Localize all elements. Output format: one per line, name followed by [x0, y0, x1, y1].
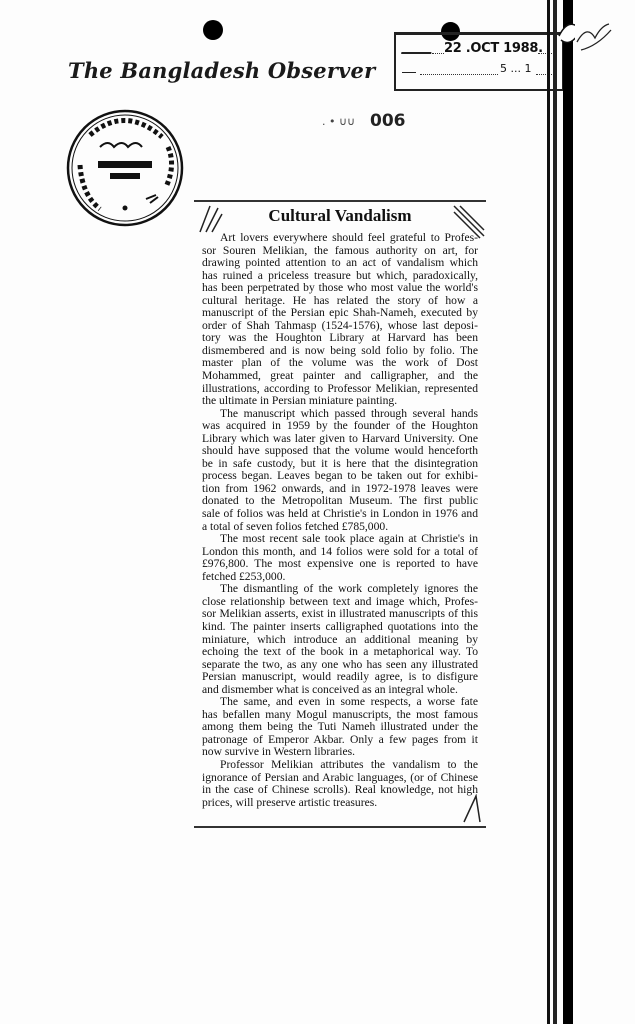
article-line: master plan of the volume was the work of Dost [202, 357, 478, 370]
newspaper-masthead: The Bangladesh Observer [68, 58, 376, 83]
article-line: drawing pointed attention to an act of vandalism which [202, 257, 478, 270]
article-line: a total of seven folios fetched £785,000. [202, 520, 389, 533]
scan-noise: . • ∪∪ [322, 115, 356, 128]
binder-edge [545, 0, 575, 1024]
article-line: patronage of Emperor Akbar. Only a few pages from it [202, 733, 478, 746]
article-line: donated to the Metropolitan Museum. The first public [202, 495, 478, 508]
article-title: Cultural Vandalism [268, 206, 412, 225]
article-line: manuscript of the Persian epic Shah-Nameh, executed by [202, 307, 478, 320]
article-line: was acquired in 1959 by the founder of the Houghton [202, 420, 478, 433]
article-line: The same, and even in some respects, a worse fate [220, 696, 478, 709]
article-line: cultural heritage. He has related the story of how a [202, 294, 478, 307]
signature-mark [575, 20, 615, 60]
article-line: in the case of Chinese scrolls). Real knowledge, not high [202, 784, 478, 797]
article-line: now survive in Western libraries. [202, 746, 356, 759]
article-line: ignorance of Persian and Arabic languages, (or of Chinese [202, 771, 478, 784]
stamp-page: 5 ... 1 [500, 62, 532, 75]
page-label-squiggle [402, 66, 416, 73]
article-line: miniature, which introduce an additional meaning by [202, 633, 478, 646]
article-line: kind. The painter inserts calligraphed quotations into the [202, 620, 478, 633]
article-line: sor Souren Melikian, the famous authority on art, for [202, 244, 478, 257]
article-line: sor Melikian asserts, exist in illustrated manuscripts of this [202, 608, 478, 621]
article-body [202, 232, 478, 809]
article-clipping [194, 200, 486, 828]
library-seal [64, 107, 186, 229]
punch-hole [203, 20, 223, 40]
article-line: dismembered and is now being sold folio by folio. The [202, 344, 478, 357]
article-line: tion from 1962 onwards, and in 1972-1978 leaves were [202, 482, 478, 495]
article-line: order of Shah Tahmasp (1524-1576), whose last deposi- [202, 319, 478, 332]
article-line: Art lovers everywhere should feel grateful to Profes- [220, 232, 478, 244]
article-line: process began. Leaves began to be taken out for exhibi- [202, 470, 478, 483]
date-label-squiggle [401, 44, 433, 54]
article-line: be in safe custody, but it is here that the disintegration [202, 457, 478, 470]
article-line: the ultimate in Persian miniature painting. [202, 395, 398, 408]
article-line: and dismember what is conceived as an integral whole. [202, 683, 458, 696]
article-line: separate the two, as any one who has seen any illustrated [202, 658, 478, 671]
article-line: among them being the Tuti Nameh illustrated under the [202, 721, 478, 734]
article-line: should have supposed that the volume would henceforth [202, 445, 478, 458]
article-line: The manuscript which passed through several hands [220, 407, 478, 420]
dotted-fill [432, 52, 444, 54]
article-line: The most recent sale took place again at Christie's in [220, 533, 478, 546]
article-line: prices, will preserve artistic treasures. [202, 796, 378, 809]
article-line: Library which was later given to Harvard University. One [202, 432, 478, 445]
stamp-date: 22 .OCT 1988. [444, 41, 543, 56]
article-line: has befallen many Mogul manuscripts, the most famous [202, 708, 478, 721]
article-line: London this month, and 14 folios were sold for a total of [202, 545, 478, 558]
article-line: echoing the text of the book in a metaphorical way. To [202, 646, 478, 659]
article-line: has been perpetrated by those who most value the world's [202, 282, 478, 295]
dotted-fill [420, 73, 498, 75]
article-line: sale of folios was held at Christie's in London in 1976 and [202, 508, 478, 521]
article-line: close relationship between text and image which, Profes- [202, 595, 478, 608]
date-stamp [394, 32, 564, 91]
document-number: 006 [370, 111, 406, 131]
article-line: The dismantling of the work completely ignores the [220, 583, 478, 596]
article-line: tory was the Houghton Library at Harvard has been [202, 332, 478, 345]
article-line: fetched £253,000. [202, 570, 286, 583]
article-line: £976,800. The most expensive one is reported to have [202, 558, 478, 571]
article-line: Persian manuscript, would readily agree, is to disfigure [202, 671, 478, 684]
article-line: Mohammed, great painter and calligrapher, and the [202, 370, 478, 383]
article-line: illustrations, according to Professor Melikian, represented [202, 382, 478, 395]
article-line: has ruined a priceless treasure but which, paradoxically, [202, 269, 478, 282]
article-line: Professor Melikian attributes the vandalism to the [220, 758, 478, 771]
